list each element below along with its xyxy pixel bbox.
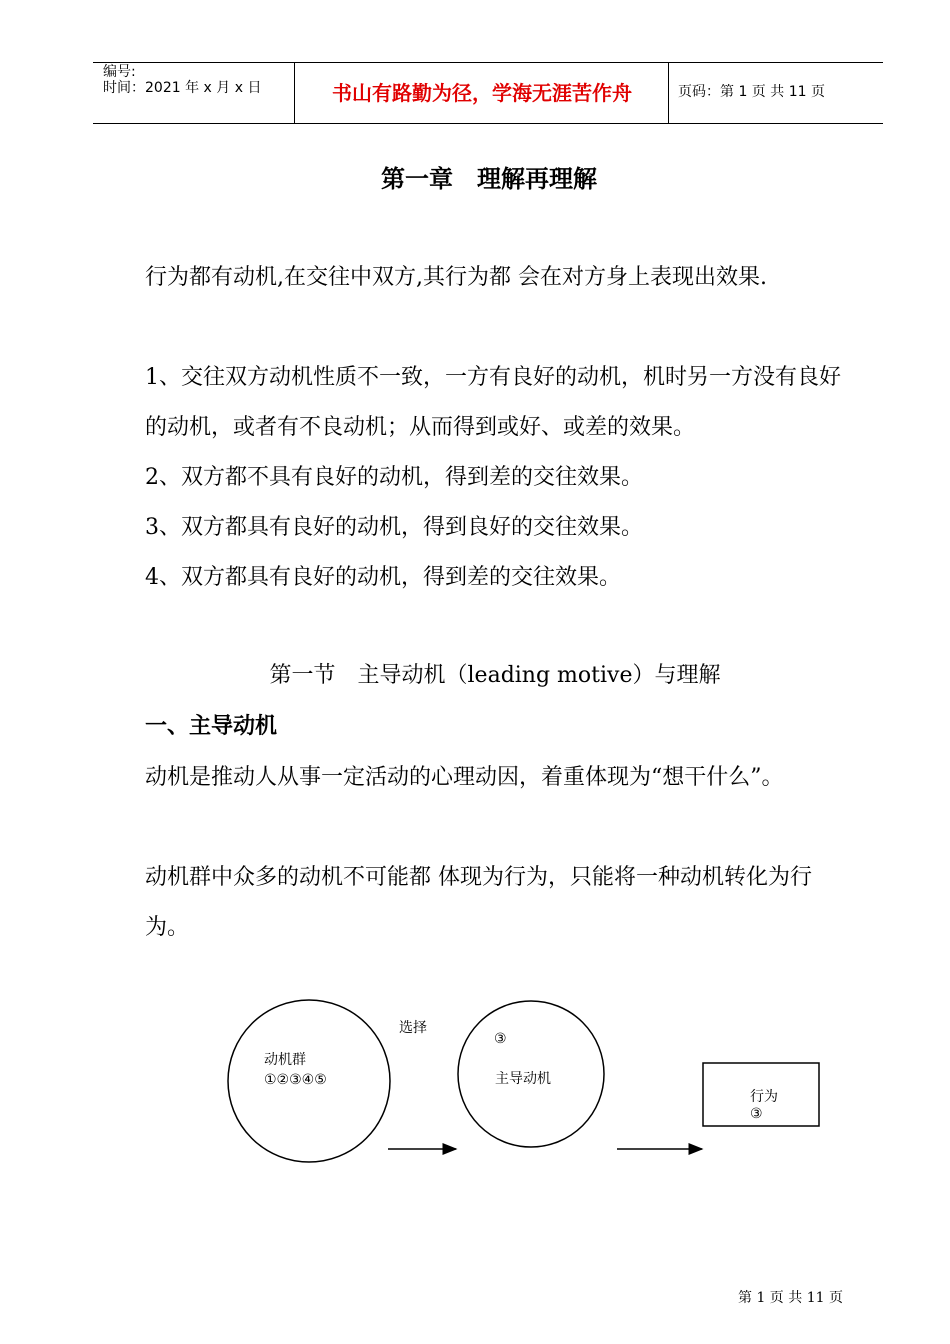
header-motto: 书山有路勤为径，学海无涯苦作舟 [332, 81, 632, 105]
motive-group-label: 动机群 [264, 1052, 306, 1068]
heading-primary-motive: 一、主导动机 [145, 713, 278, 739]
header-page-label: 页码：第 1 页 共 11 页 [678, 84, 825, 100]
paragraph-item-1: 1、交往双方动机性质不一致，一方有良好的动机，机时另一方没有良好的动机，或者有不良动机；从而得到或好、或差的效果。 [145, 365, 841, 440]
behavior-number: ③ [750, 1106, 763, 1122]
paragraph-motive-definition: 动机是推动人从事一定活动的心理动因，着重体现为“想干什么”。 [145, 765, 784, 790]
footer-page-number: 第 1 页 共 11 页 [738, 1290, 843, 1306]
paragraph-item-3: 3、双方都具有良好的动机，得到良好的交往效果。 [145, 515, 643, 540]
header-time-label: 时间：2021 年 x 月 x 日 [103, 80, 262, 96]
paragraph-item-4: 4、双方都具有良好的动机，得到差的交往效果。 [145, 565, 621, 590]
header-number-label: 编号: [103, 64, 136, 80]
primary-motive-label: 主导动机 [495, 1071, 551, 1087]
section-title: 第一节 主导动机（leading motive）与理解 [269, 663, 721, 688]
chapter-title: 第一章 理解再理解 [381, 164, 597, 193]
paragraph-intro: 行为都有动机,在交往中双方,其行为都 会在对方身上表现出效果. [145, 265, 767, 290]
header-top-rule [93, 62, 883, 63]
motive-diagram [220, 990, 840, 1190]
paragraph-item-2: 2、双方都不具有良好的动机，得到差的交往效果。 [145, 465, 643, 490]
header-meta [103, 64, 261, 96]
select-label: 选择 [399, 1020, 427, 1036]
header-bottom-rule [93, 123, 883, 124]
motive-group-items: ①②③④⑤ [264, 1072, 327, 1088]
header-divider-2 [668, 62, 669, 124]
header-divider-1 [294, 62, 295, 124]
primary-motive-number: ③ [494, 1031, 507, 1047]
behavior-label: 行为 [750, 1089, 778, 1105]
paragraph-motive-group: 动机群中众多的动机不可能都 体现为行为，只能将一种动机转化为行为。 [145, 865, 812, 940]
